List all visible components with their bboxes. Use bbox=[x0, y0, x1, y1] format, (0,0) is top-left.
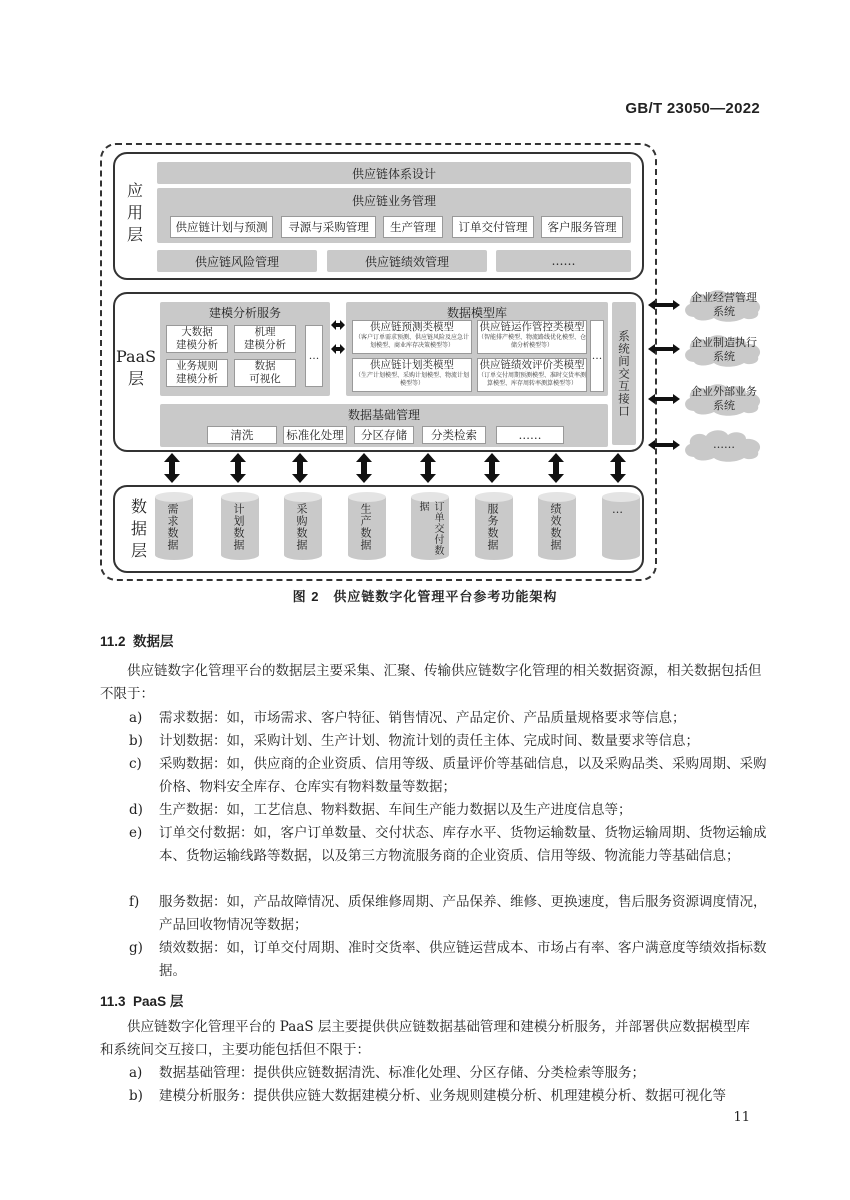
data-management-item: 清洗 bbox=[207, 426, 277, 444]
vertical-double-arrow-icon bbox=[548, 453, 564, 483]
vertical-double-arrow-icon bbox=[356, 453, 372, 483]
list-marker: e) bbox=[129, 825, 143, 841]
list-marker: c) bbox=[129, 756, 142, 772]
list-text: 绩效数据：如，订单交付周期、准时交货率、供应链运营成本、市场占有率、客户满意度等绩效指标数据。 bbox=[159, 940, 767, 979]
section-title: 数据层 bbox=[133, 634, 174, 649]
model-card bbox=[352, 320, 472, 354]
external-system-cloud bbox=[680, 332, 768, 368]
list-text: 需求数据：如，市场需求、客户特征、销售情况、产品定价、产品质量规格要求等信息； bbox=[159, 710, 686, 726]
application-layer-label: 应 用 层 bbox=[126, 181, 143, 244]
model-description: （订单交付周期预测模型、准时交货率测算模型、库存周转率测算模型等） bbox=[478, 372, 587, 387]
cylinder-label: 绩效数据 bbox=[549, 503, 562, 551]
model-description: （客户订单需求预测、供应链风险及应急计划模型、商业库存决策模型等） bbox=[354, 334, 469, 349]
model-card bbox=[477, 320, 587, 354]
risk-management-bar: 供应链风险管理 bbox=[157, 250, 317, 272]
model-card bbox=[352, 358, 472, 392]
external-system-cloud bbox=[680, 287, 768, 323]
business-item: 订单交付管理 bbox=[452, 216, 534, 238]
model-title: 供应链预测类模型 bbox=[370, 321, 454, 333]
data-cylinder bbox=[154, 491, 194, 561]
list-item bbox=[129, 937, 777, 983]
list-marker: a) bbox=[129, 710, 143, 726]
model-title: 供应链绩效评价类模型 bbox=[479, 359, 585, 371]
data-management-item: …… bbox=[496, 426, 564, 444]
business-item: 寻源与采购管理 bbox=[281, 216, 376, 238]
list-marker: b) bbox=[129, 1088, 143, 1104]
list-text: 计划数据：如，采购计划、生产计划、物流计划的责任主体、完成时间、数量要求等信息； bbox=[159, 733, 699, 749]
more-bar: …… bbox=[496, 250, 631, 272]
standard-number: GB/T 23050—2022 bbox=[625, 100, 760, 117]
model-card bbox=[477, 358, 587, 392]
business-item: 供应链计划与预测 bbox=[170, 216, 273, 238]
list-item bbox=[129, 799, 777, 822]
modeling-item: 数据 可视化 bbox=[234, 359, 296, 387]
cylinder-label: 采购数据 bbox=[295, 503, 308, 551]
data-layer-label: 数 据 层 bbox=[130, 497, 147, 560]
vertical-double-arrow-icon bbox=[420, 453, 436, 483]
vertical-double-arrow-icon bbox=[610, 453, 626, 483]
section-heading bbox=[100, 630, 174, 650]
list-item bbox=[129, 1085, 777, 1108]
data-cylinder bbox=[410, 491, 450, 561]
data-cylinder bbox=[283, 491, 323, 561]
modeling-service-panel: 建模分析服务 bbox=[160, 302, 330, 396]
data-cylinder bbox=[537, 491, 577, 561]
list-marker: a) bbox=[129, 1065, 143, 1081]
list-text: 生产数据：如，工艺信息、物料数据、车间生产能力数据以及生产进度信息等； bbox=[159, 802, 632, 818]
cylinder-label: 生产数据 bbox=[359, 503, 372, 551]
horizontal-double-arrow-icon bbox=[648, 300, 680, 310]
data-cylinder bbox=[220, 491, 260, 561]
list-item bbox=[129, 707, 777, 730]
list-item bbox=[129, 891, 777, 937]
modeling-item: 业务规则 建模分析 bbox=[166, 359, 228, 387]
cylinder-label: … bbox=[611, 503, 624, 517]
business-management-bar: 供应链业务管理 bbox=[157, 188, 631, 243]
horizontal-double-arrow-icon bbox=[648, 440, 680, 450]
system-interface-bar: 系统间交互接口 bbox=[612, 302, 636, 445]
external-system-cloud bbox=[680, 427, 768, 463]
model-title: 供应链运作管控类模型 bbox=[479, 321, 585, 333]
cylinder-label: 计划数据 bbox=[232, 503, 245, 551]
section-number: 11.2 bbox=[100, 634, 126, 649]
performance-management-bar: 供应链绩效管理 bbox=[327, 250, 487, 272]
data-cylinder bbox=[347, 491, 387, 561]
horizontal-double-arrow-icon bbox=[648, 394, 680, 404]
vertical-double-arrow-icon bbox=[230, 453, 246, 483]
modeling-item: 大数据 建模分析 bbox=[166, 325, 228, 353]
list-text: 采购数据：如，供应商的企业资质、信用等级、质量评价等基础信息，以及采购品类、采购周期、采购价格、物料安全库存、仓库实有物料数量等数据； bbox=[159, 756, 767, 795]
section-heading bbox=[100, 990, 183, 1010]
list-marker: d) bbox=[129, 802, 143, 818]
model-more: … bbox=[590, 320, 604, 392]
list-text: 服务数据：如，产品故障情况、质保维修周期、产品保养、维修、更换速度，售后服务资源调度情况，产品回收物情况等数据； bbox=[159, 894, 767, 933]
business-item: 生产管理 bbox=[383, 216, 443, 238]
system-design-bar: 供应链体系设计 bbox=[157, 162, 631, 184]
external-system-label: 企业制造执行系统 bbox=[691, 336, 757, 363]
list-text: 数据基础管理：提供供应链数据清洗、标准化处理、分区存储、分类检索等服务； bbox=[159, 1065, 645, 1081]
list-marker: g) bbox=[129, 940, 143, 956]
page-number: 11 bbox=[733, 1110, 750, 1125]
data-cylinder bbox=[474, 491, 514, 561]
model-description: （智能排产模型、物流路线优化模型、仓储分析模型等） bbox=[478, 334, 587, 349]
section-title: PaaS 层 bbox=[133, 994, 184, 1009]
bidirectional-arrow-icon bbox=[330, 315, 346, 361]
data-basic-management-bar: 数据基础管理 bbox=[160, 404, 608, 447]
section-intro: 供应链数字化管理平台的 PaaS 层主要提供供应链数据基础管理和建模分析服务，并部署供应数据模型库和系统间交互接口，主要功能包括但不限于： bbox=[100, 1019, 750, 1058]
data-cylinder bbox=[601, 491, 641, 561]
data-management-item: 分类检索 bbox=[422, 426, 486, 444]
external-connector-arrows bbox=[648, 295, 680, 470]
list-item bbox=[129, 753, 777, 799]
vertical-double-arrow-icon bbox=[484, 453, 500, 483]
section-intro: 供应链数字化管理平台的数据层主要采集、汇聚、传输供应链数字化管理的相关数据资源，相关数据包括但不限于： bbox=[100, 663, 762, 702]
external-system-label: 企业经营管理系统 bbox=[691, 291, 757, 318]
list-item bbox=[129, 1062, 777, 1085]
external-system-label: 企业外部业务系统 bbox=[691, 385, 757, 412]
vertical-double-arrow-icon bbox=[292, 453, 308, 483]
external-system-cloud bbox=[680, 381, 768, 417]
list-marker: b) bbox=[129, 733, 143, 749]
data-management-item: 分区存储 bbox=[354, 426, 414, 444]
paas-layer-label: PaaS 层 bbox=[116, 347, 157, 388]
cylinder-label: 订单交付数据 bbox=[417, 501, 443, 556]
business-item: 客户服务管理 bbox=[541, 216, 623, 238]
list-item bbox=[129, 822, 777, 891]
horizontal-double-arrow-icon bbox=[648, 344, 680, 354]
model-title: 供应链计划类模型 bbox=[370, 359, 454, 371]
modeling-item: 机理 建模分析 bbox=[234, 325, 296, 353]
list-marker: f) bbox=[129, 894, 140, 910]
list-text: 建模分析服务：提供供应链大数据建模分析、业务规则建模分析、机理建模分析、数据可视化等 bbox=[159, 1088, 726, 1104]
modeling-more: … bbox=[305, 325, 323, 387]
vertical-double-arrow-icon bbox=[164, 453, 180, 483]
layer-connector-arrows bbox=[140, 453, 640, 483]
figure-caption: 图 2 供应链数字化管理平台参考功能架构 bbox=[292, 589, 558, 604]
cylinder-label: 需求数据 bbox=[166, 503, 179, 551]
data-management-item: 标准化处理 bbox=[283, 426, 347, 444]
data-model-library-panel: 数据模型库 bbox=[346, 302, 608, 396]
list-item bbox=[129, 730, 777, 753]
external-system-label: …… bbox=[713, 438, 735, 451]
cylinder-label: 服务数据 bbox=[486, 503, 499, 551]
model-description: （生产计划模型、采购计划模型、物流计划模型等） bbox=[354, 372, 469, 387]
section-number: 11.3 bbox=[100, 994, 126, 1009]
list-text: 订单交付数据：如，客户订单数量、交付状态、库存水平、货物运输数量、货物运输周期、货物运输成本、货物运输线路等数据，以及第三方物流服务商的企业资质、信用等级、物流能力等基础信息； bbox=[159, 825, 767, 864]
